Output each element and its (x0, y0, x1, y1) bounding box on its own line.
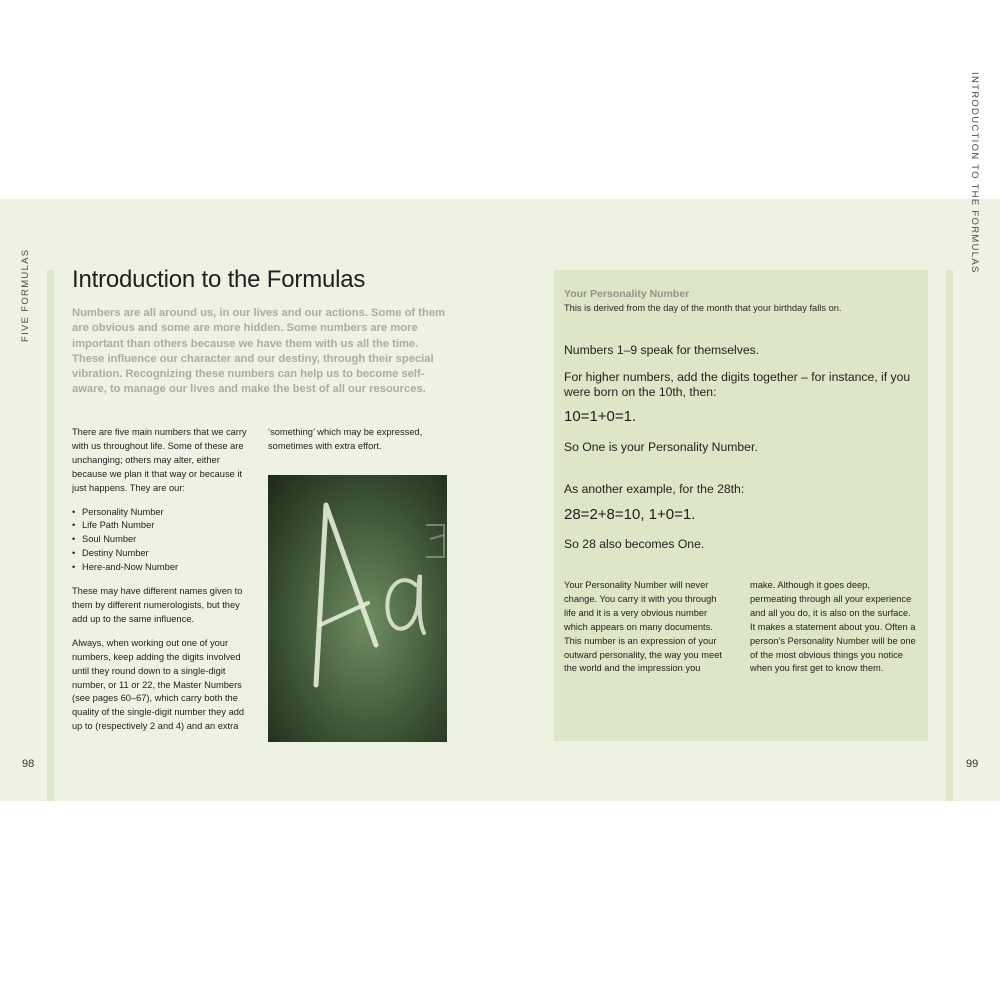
twenty-eight-result-line: So 28 also becomes One. (564, 537, 705, 551)
left-page-number: 98 (22, 758, 35, 770)
box-column-2-text: make. Although it goes deep, permeating through all your experience and all you do, it is also on the surface. It makes a statement about you. Often a person’s Personality Number will be one of the most obvious things you notice when you first get to know them. (750, 580, 916, 674)
names-paragraph: These may have different names given to them by different numerologists, but they add up to the same influence. (72, 586, 243, 624)
chalk-letters-image (268, 475, 447, 742)
working-out-paragraph: Always, when working out one of your numbers, keep adding the digits involved until they round down to a single-digit number, or 11 or 22, the Master Numbers (see pages 60–67), which carry both the quality of the single-digit number they add up to (respectively 2 and 4) and an extra (72, 637, 245, 732)
left-margin-bar (47, 270, 54, 801)
left-column-1 (72, 426, 257, 744)
intro-paragraph: There are five main numbers that we carry with us throughout life. Some of these are unchanging; others may alter, either because we plan it that way or because it just happens. They are our: (72, 427, 247, 493)
formula-28th: 28=2+8=10, 1+0=1. (564, 506, 696, 523)
right-page-number: 99 (966, 758, 979, 770)
box-subheading: This is derived from the day of the month that your birthday falls on. (564, 303, 842, 313)
lead-paragraph: Numbers are all around us, in our lives and our actions. Some of them are obvious and some are more hidden. Some numbers are more important than others because we have them with us all the time. These influence our character and our destiny, through their special vibration. Recognizing these numbers can help us to become self-aware, to manage our lives and make the best of all our resources. (72, 307, 445, 396)
box-column-2 (750, 579, 918, 686)
formula-10th: 10=1+0=1. (564, 408, 637, 425)
page-title: Introduction to the Formulas (72, 266, 366, 293)
list-item: • Destiny Number (72, 547, 257, 561)
right-margin-bar (946, 270, 953, 801)
chalkboard-photo (268, 475, 447, 742)
list-item: • Life Path Number (72, 519, 257, 533)
right-running-head: INTRODUCTION TO THE FORMULAS (969, 72, 980, 274)
left-running-head: FIVE FORMULAS (20, 248, 31, 342)
list-item: • Here-and-Now Number (72, 561, 257, 575)
continuation-paragraph: ‘something’ which may be expressed, sometimes with extra effort. (268, 427, 423, 451)
numbers-list (72, 506, 257, 576)
numbers-line: Numbers 1–9 speak for themselves. (564, 343, 760, 357)
box-heading: Your Personality Number (564, 288, 690, 300)
another-example-line: As another example, for the 28th: (564, 482, 745, 496)
personality-result-line: So One is your Personality Number. (564, 440, 758, 454)
box-column-1 (564, 579, 729, 686)
list-item: • Soul Number (72, 533, 257, 547)
higher-numbers-line: For higher numbers, add the digits together – for instance, if you were born on the 10th, then: (564, 370, 911, 399)
left-column-2 (268, 426, 453, 464)
box-column-1-text: Your Personality Number will never change. You carry it with you through life and it is a very obvious number which appears on many documents. This number is an expression of your outward personality, the way you meet the world and the impression you (564, 580, 722, 674)
list-item: • Personality Number (72, 506, 257, 520)
